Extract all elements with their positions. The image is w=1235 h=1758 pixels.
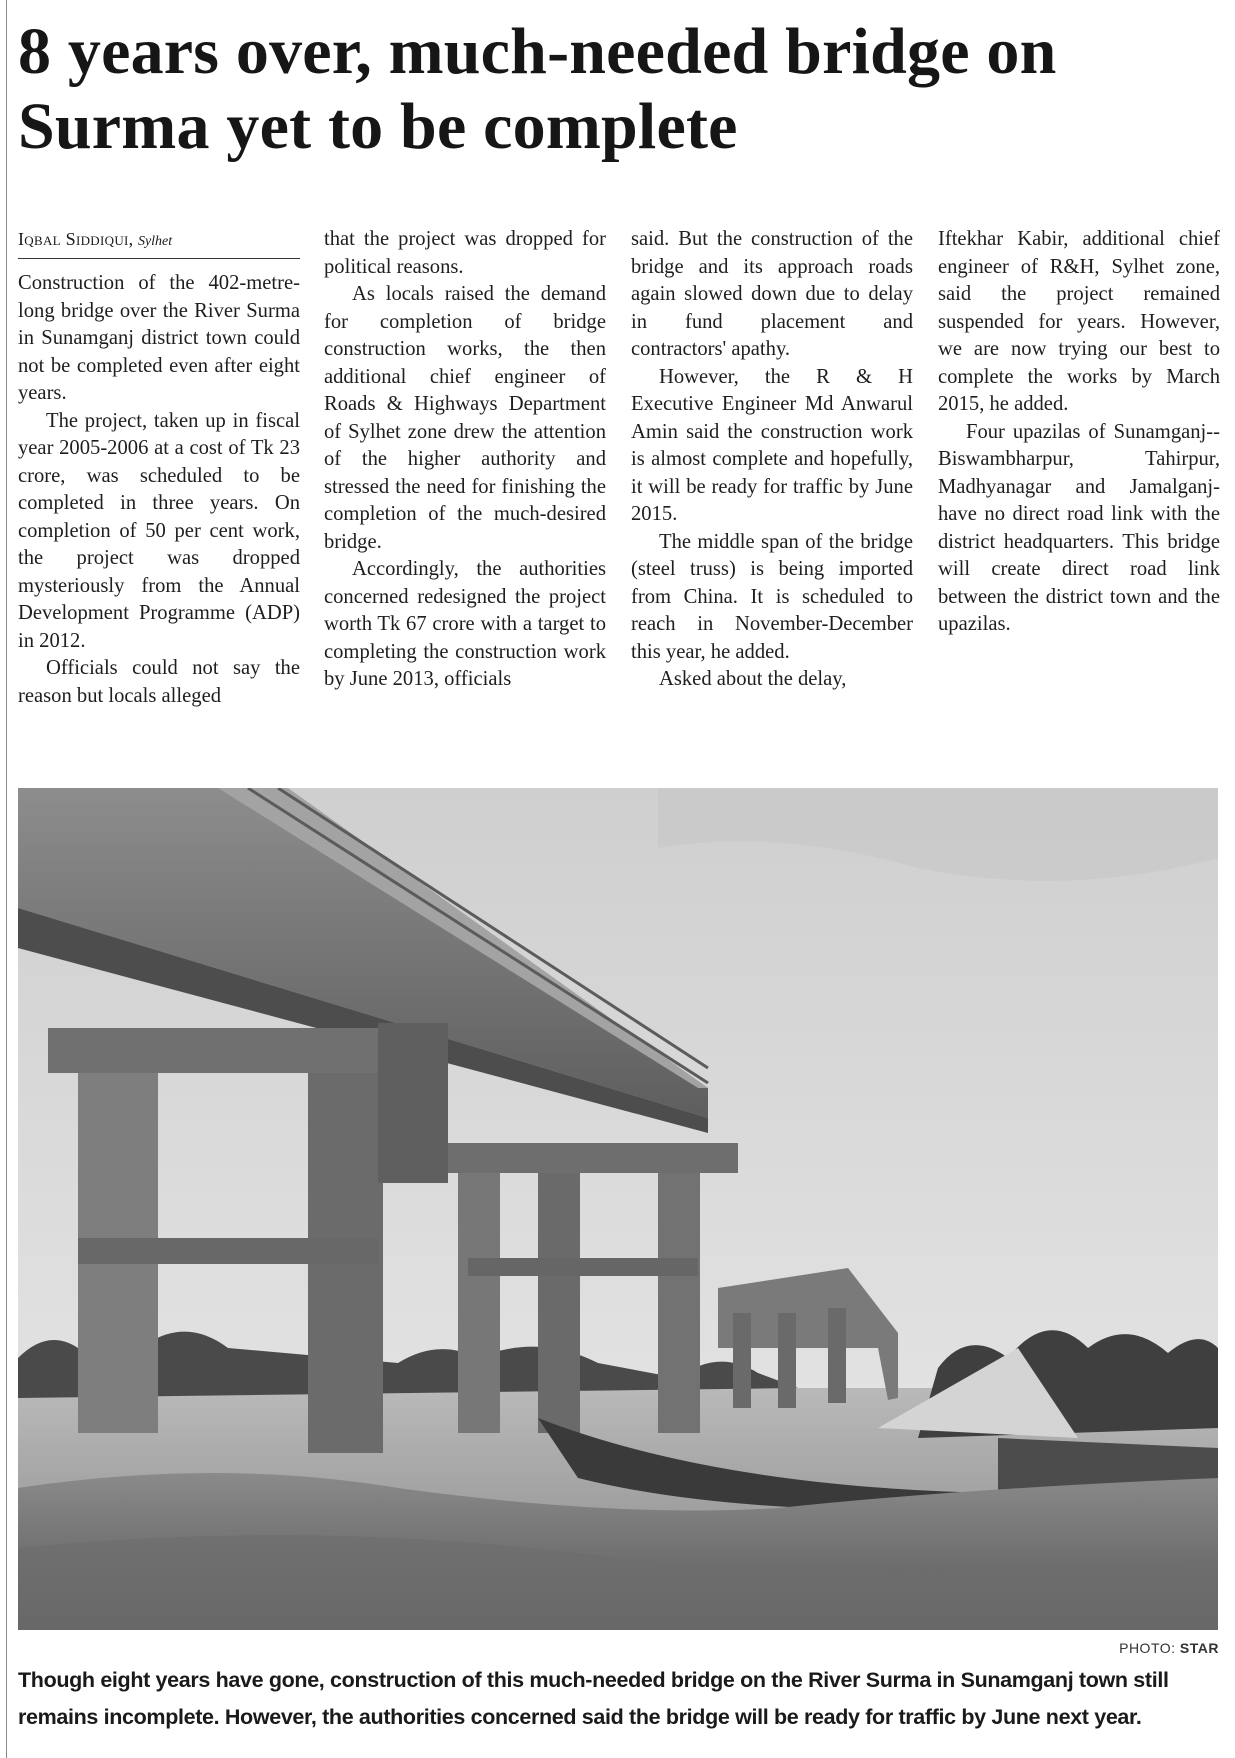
photo-credit — [1119, 1640, 1219, 1656]
byline-location: Sylhet — [137, 234, 173, 249]
article-column-1 — [18, 270, 300, 710]
paragraph: said. But the construction of the bridge and its approach roads again slowed down due to delay in fund placement and contractors' apathy. — [631, 228, 913, 360]
paragraph: Asked about the delay, — [659, 668, 847, 690]
paragraph: The middle span of the bridge (steel truss) is being imported from China. It is scheduled to reach in November-December this year, he added. — [631, 530, 913, 663]
paragraph: Iftekhar Kabir, additional chief engineer of R&H, Sylhet zone, said the project remained suspended for years. However, we are now trying our best to complete the works by March 2015, he added. — [938, 228, 1220, 415]
byline — [18, 229, 300, 250]
photo-credit-label: PHOTO: — [1119, 1640, 1176, 1656]
byline-rule — [18, 258, 300, 259]
paragraph: Officials could not say the reason but locals alleged — [18, 657, 300, 707]
paragraph: Accordingly, the authorities concerned redesigned the project worth Tk 67 crore with a target to completing the construction work by June 2013, officials — [324, 558, 606, 690]
paragraph: The project, taken up in fiscal year 2005-2006 at a cost of Tk 23 crore, was scheduled to be completed in three years. On completion of 50 per cent work, the project was dropped mysteriously from the Annual Development Programme (ADP) in 2012. — [18, 409, 300, 652]
paragraph: As locals raised the demand for completion of bridge construction works, the then additional chief engineer of Roads & Highways Department of Sylhet zone drew the attention of the higher authority and stressed the need for finishing the completion of the much-desired bridge. — [324, 283, 606, 553]
article-column-3 — [631, 226, 913, 694]
bridge-photo-illustration — [18, 788, 1218, 1630]
photo-caption: Though eight years have gone, construction of this much-needed bridge on the River Surma in Sunamganj town still remains incomplete. However, the authorities concerned said the bridge will be ready for traffic by June next year. — [18, 1668, 1169, 1729]
headline: 8 years over, much-needed bridge on Surma yet to be complete — [18, 15, 1057, 164]
column-rule — [6, 0, 7, 1758]
paragraph: that the project was dropped for political reasons. — [324, 228, 606, 278]
bridge-photo — [18, 788, 1218, 1630]
byline-name: Iqbal Siddiqui, — [18, 229, 134, 249]
article-column-4 — [938, 226, 1220, 639]
paragraph: Construction of the 402-metre-long bridge over the River Surma in Sunamganj district town could not be completed even after eight years. — [18, 272, 300, 404]
photo-credit-source: STAR — [1179, 1640, 1219, 1656]
paragraph: However, the R & H Executive Engineer Md Anwarul Amin said the construction work is almost complete and hopefully, it will be ready for traffic by June 2015. — [631, 365, 913, 525]
article-column-2 — [324, 226, 606, 694]
paragraph: Four upazilas of Sunamganj--Biswambharpur, Tahirpur, Madhyanagar and Jamalganj-have no direct road link with the district headquarters. This bridge will create direct road link between the district town and the upazilas. — [938, 420, 1220, 635]
